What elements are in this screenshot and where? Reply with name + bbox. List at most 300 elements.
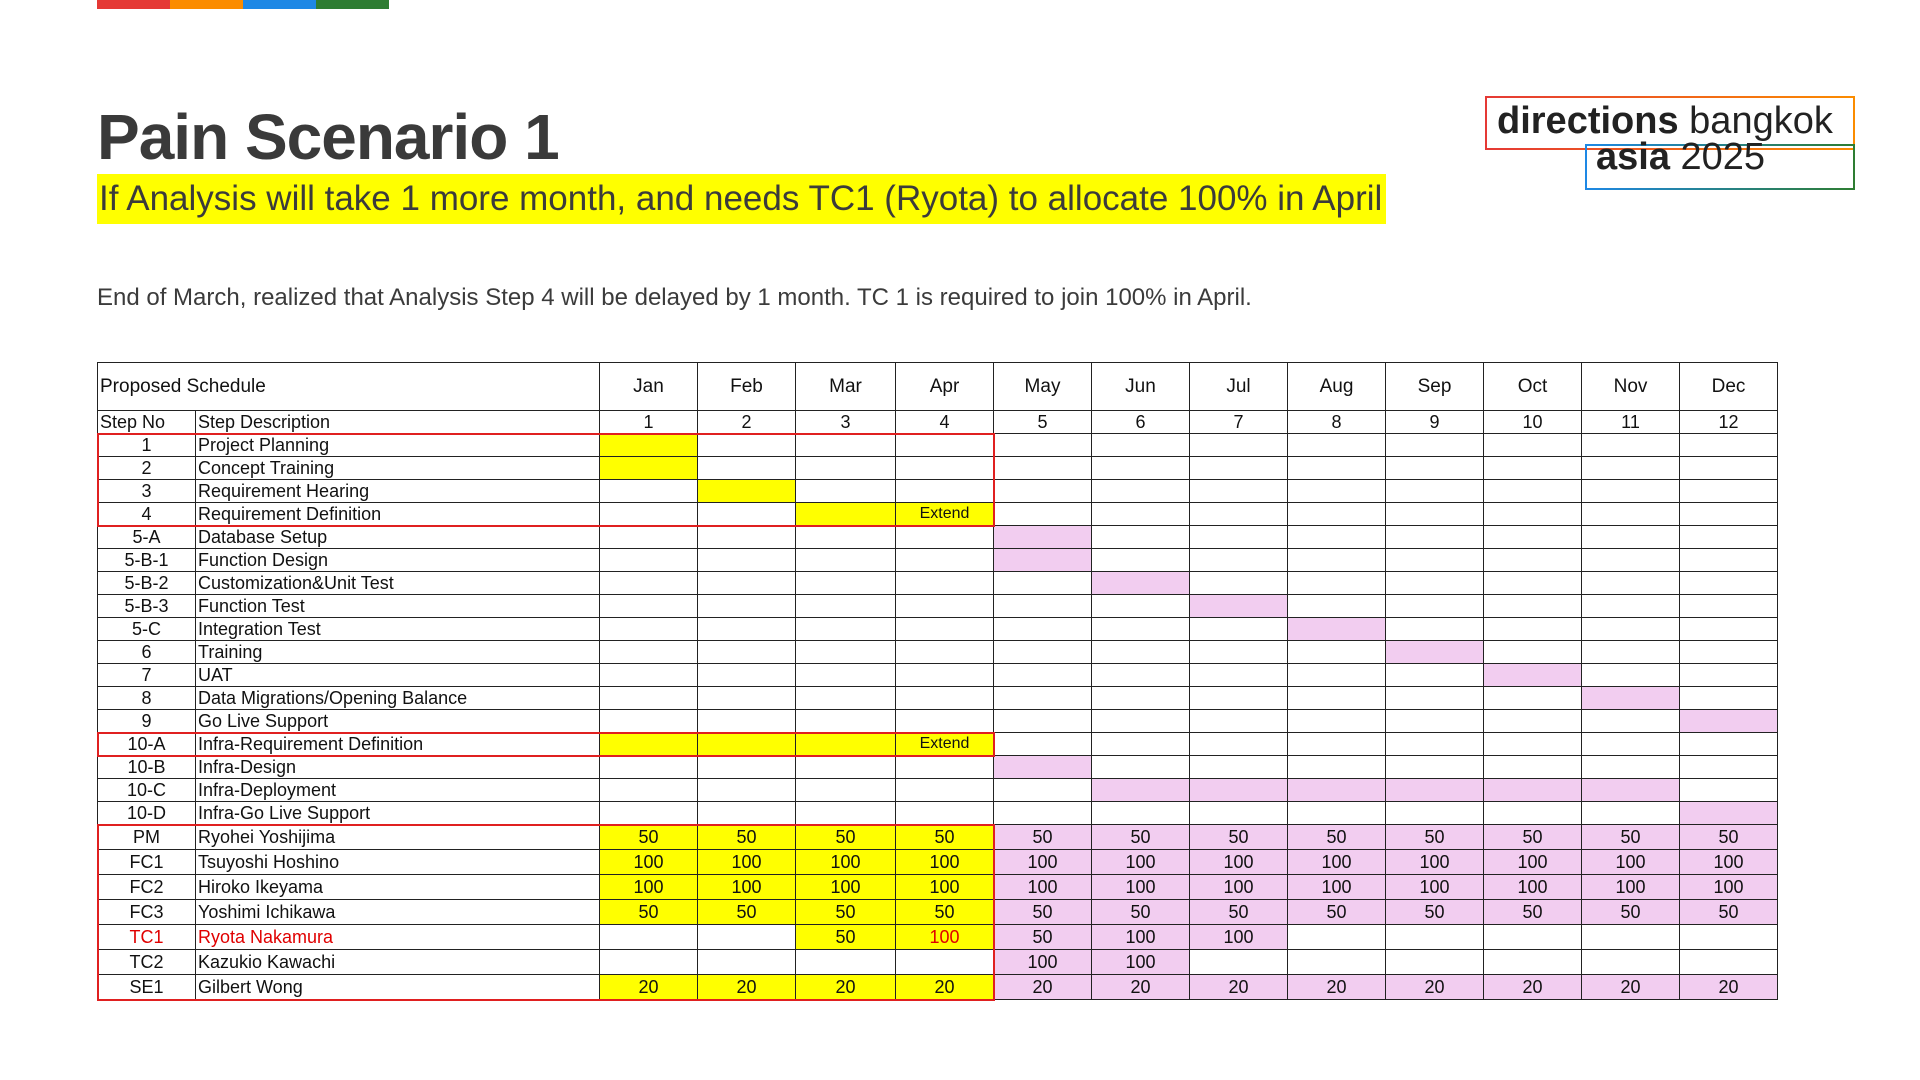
schedule-cell <box>1288 664 1386 687</box>
step-row <box>98 526 1778 549</box>
schedule-cell <box>1386 549 1484 572</box>
allocation-cell: 100 <box>994 850 1092 875</box>
allocation-cell: 100 <box>1582 850 1680 875</box>
schedule-cell <box>994 687 1092 710</box>
resource-name: Yoshimi Ichikawa <box>196 900 600 925</box>
month-header: May <box>994 363 1092 411</box>
month-header: Sep <box>1386 363 1484 411</box>
schedule-cell <box>1680 503 1778 526</box>
month-header: Mar <box>796 363 896 411</box>
allocation-cell: 20 <box>796 975 896 1000</box>
schedule-cell <box>796 618 896 641</box>
schedule-cell <box>1092 641 1190 664</box>
allocation-cell: 100 <box>796 875 896 900</box>
step-row <box>98 664 1778 687</box>
schedule-cell <box>698 457 796 480</box>
schedule-cell <box>1582 779 1680 802</box>
resource-role: PM <box>98 825 196 850</box>
schedule-cell <box>896 549 994 572</box>
schedule-cell <box>1092 710 1190 733</box>
schedule-cell <box>1484 549 1582 572</box>
allocation-cell <box>698 950 796 975</box>
allocation-cell: 50 <box>1386 825 1484 850</box>
resource-name: Hiroko Ikeyama <box>196 875 600 900</box>
allocation-cell: 50 <box>600 825 698 850</box>
step-row <box>98 641 1778 664</box>
schedule-cell <box>1680 618 1778 641</box>
schedule-cell <box>796 572 896 595</box>
schedule-cell <box>1190 756 1288 779</box>
schedule-cell <box>1484 618 1582 641</box>
resource-name: Gilbert Wong <box>196 975 600 1000</box>
schedule-cell <box>1680 434 1778 457</box>
schedule-header-row <box>98 363 1778 411</box>
schedule-cell <box>1386 572 1484 595</box>
schedule-cell <box>1190 802 1288 825</box>
month-number: 8 <box>1288 411 1386 434</box>
step-number: 5-B-2 <box>98 572 196 595</box>
schedule-cell <box>1386 641 1484 664</box>
schedule-cell <box>1386 687 1484 710</box>
schedule-cell <box>994 595 1092 618</box>
schedule-cell <box>1386 710 1484 733</box>
schedule-cell <box>796 480 896 503</box>
resource-name: Ryota Nakamura <box>196 925 600 950</box>
step-no-header: Step No <box>98 411 196 434</box>
schedule-cell <box>1092 733 1190 756</box>
schedule-cell <box>796 526 896 549</box>
step-number: 5-B-1 <box>98 549 196 572</box>
schedule-cell <box>698 756 796 779</box>
allocation-cell: 50 <box>1680 825 1778 850</box>
schedule-cell <box>698 549 796 572</box>
step-row <box>98 802 1778 825</box>
allocation-cell: 100 <box>1092 875 1190 900</box>
allocation-cell: 50 <box>698 900 796 925</box>
allocation-cell: 100 <box>1680 875 1778 900</box>
step-row <box>98 733 1778 756</box>
schedule-cell <box>994 457 1092 480</box>
month-number: 6 <box>1092 411 1190 434</box>
schedule-cell <box>1484 595 1582 618</box>
schedule-cell <box>1582 526 1680 549</box>
schedule-cell <box>1680 526 1778 549</box>
schedule-cell <box>1190 549 1288 572</box>
schedule-cell <box>796 434 896 457</box>
schedule-cell <box>1582 756 1680 779</box>
step-row <box>98 618 1778 641</box>
allocation-cell <box>1386 950 1484 975</box>
schedule-cell <box>698 710 796 733</box>
month-header: Aug <box>1288 363 1386 411</box>
schedule-cell <box>1288 802 1386 825</box>
allocation-cell: 100 <box>600 875 698 900</box>
step-description: Data Migrations/Opening Balance <box>196 687 600 710</box>
allocation-cell: 100 <box>1190 875 1288 900</box>
schedule-cell <box>1484 457 1582 480</box>
step-description: Concept Training <box>196 457 600 480</box>
step-number: 2 <box>98 457 196 480</box>
schedule-cell <box>1386 434 1484 457</box>
step-row <box>98 779 1778 802</box>
step-number: 9 <box>98 710 196 733</box>
schedule-cell <box>1092 549 1190 572</box>
resource-role: FC3 <box>98 900 196 925</box>
schedule-cell <box>1582 595 1680 618</box>
top-bar-red <box>97 0 170 9</box>
allocation-cell: 100 <box>896 925 994 950</box>
allocation-cell: 100 <box>896 850 994 875</box>
allocation-cell: 100 <box>1680 850 1778 875</box>
resource-role: FC1 <box>98 850 196 875</box>
schedule-cell <box>698 618 796 641</box>
schedule-cell <box>896 434 994 457</box>
page-subtitle: If Analysis will take 1 more month, and needs TC1 (Ryota) to allocate 100% in April <box>97 174 1386 224</box>
schedule-cell <box>1582 618 1680 641</box>
allocation-cell: 50 <box>796 900 896 925</box>
step-number: 4 <box>98 503 196 526</box>
schedule-cell <box>1092 503 1190 526</box>
allocation-cell: 50 <box>1484 900 1582 925</box>
allocation-cell: 100 <box>1386 850 1484 875</box>
step-row <box>98 503 1778 526</box>
step-number: 5-C <box>98 618 196 641</box>
schedule-cell <box>796 733 896 756</box>
allocation-cell: 50 <box>1190 825 1288 850</box>
resource-name: Ryohei Yoshijima <box>196 825 600 850</box>
step-description: Requirement Definition <box>196 503 600 526</box>
allocation-cell: 50 <box>1190 900 1288 925</box>
resource-name: Tsuyoshi Hoshino <box>196 850 600 875</box>
schedule-cell <box>600 526 698 549</box>
month-header: Feb <box>698 363 796 411</box>
allocation-cell: 20 <box>600 975 698 1000</box>
month-header: Jan <box>600 363 698 411</box>
allocation-cell: 50 <box>1582 900 1680 925</box>
schedule-cell <box>994 549 1092 572</box>
schedule-cell <box>1386 480 1484 503</box>
schedule-cell <box>994 802 1092 825</box>
schedule-cell <box>994 618 1092 641</box>
month-header: Jul <box>1190 363 1288 411</box>
allocation-cell: 100 <box>1092 925 1190 950</box>
step-description: Customization&Unit Test <box>196 572 600 595</box>
schedule-cell <box>1484 802 1582 825</box>
schedule-cell <box>600 434 698 457</box>
step-row <box>98 572 1778 595</box>
schedule-cell <box>600 572 698 595</box>
allocation-cell <box>600 925 698 950</box>
schedule-cell <box>896 756 994 779</box>
schedule-cell <box>896 480 994 503</box>
schedule-cell <box>1190 618 1288 641</box>
extend-label: Extend <box>896 503 994 526</box>
schedule-cell <box>1582 687 1680 710</box>
schedule-cell <box>1680 572 1778 595</box>
schedule-cell <box>1288 733 1386 756</box>
logo-line-2 <box>1596 136 1765 179</box>
schedule-cell <box>1288 618 1386 641</box>
allocation-cell: 50 <box>994 825 1092 850</box>
step-description: Go Live Support <box>196 710 600 733</box>
schedule-cell <box>896 710 994 733</box>
schedule-cell <box>1190 572 1288 595</box>
step-number: 10-C <box>98 779 196 802</box>
schedule-cell <box>994 434 1092 457</box>
schedule-cell <box>796 503 896 526</box>
schedule-cell <box>1680 687 1778 710</box>
allocation-cell: 50 <box>994 925 1092 950</box>
schedule-cell <box>1484 641 1582 664</box>
schedule-cell <box>796 595 896 618</box>
schedule-cell <box>1386 802 1484 825</box>
schedule-cell <box>896 526 994 549</box>
month-number: 1 <box>600 411 698 434</box>
month-header: Jun <box>1092 363 1190 411</box>
schedule-cell <box>1190 457 1288 480</box>
allocation-cell: 100 <box>1288 850 1386 875</box>
allocation-cell: 50 <box>994 900 1092 925</box>
schedule-cell <box>1582 802 1680 825</box>
allocation-cell <box>1386 925 1484 950</box>
schedule-cell <box>1092 618 1190 641</box>
allocation-cell <box>1680 925 1778 950</box>
allocation-cell: 100 <box>698 875 796 900</box>
resource-name: Kazukio Kawachi <box>196 950 600 975</box>
allocation-cell: 20 <box>698 975 796 1000</box>
schedule-cell <box>1190 480 1288 503</box>
month-header: Apr <box>896 363 994 411</box>
allocation-cell <box>1582 925 1680 950</box>
schedule-cell <box>600 733 698 756</box>
allocation-cell: 50 <box>1680 900 1778 925</box>
allocation-cell <box>1582 950 1680 975</box>
schedule-cell <box>1092 572 1190 595</box>
schedule-cell <box>600 457 698 480</box>
schedule-cell <box>1190 710 1288 733</box>
allocation-cell <box>1288 925 1386 950</box>
schedule-cell <box>1288 595 1386 618</box>
schedule-cell <box>1092 457 1190 480</box>
allocation-cell: 50 <box>1092 900 1190 925</box>
allocation-cell: 50 <box>1092 825 1190 850</box>
month-header: Dec <box>1680 363 1778 411</box>
schedule-cell <box>698 664 796 687</box>
allocation-cell: 100 <box>896 875 994 900</box>
schedule-cell <box>1288 503 1386 526</box>
step-number: 6 <box>98 641 196 664</box>
allocation-cell: 50 <box>1582 825 1680 850</box>
schedule-cell <box>1288 756 1386 779</box>
schedule-cell <box>1092 687 1190 710</box>
step-number: 5-B-3 <box>98 595 196 618</box>
resource-row <box>98 950 1778 975</box>
allocation-cell: 50 <box>1288 900 1386 925</box>
top-bar-green <box>316 0 389 9</box>
allocation-cell: 50 <box>796 825 896 850</box>
schedule-cell <box>1190 526 1288 549</box>
schedule-cell <box>896 664 994 687</box>
schedule-cell <box>994 480 1092 503</box>
schedule-cell <box>1190 503 1288 526</box>
schedule-cell <box>994 710 1092 733</box>
schedule-cell <box>896 687 994 710</box>
month-number: 7 <box>1190 411 1288 434</box>
schedule-cell <box>1092 802 1190 825</box>
schedule-cell <box>1582 733 1680 756</box>
step-number: 10-D <box>98 802 196 825</box>
allocation-cell: 100 <box>1386 875 1484 900</box>
schedule-cell <box>796 549 896 572</box>
allocation-cell: 100 <box>994 875 1092 900</box>
schedule-cell <box>698 572 796 595</box>
schedule-cell <box>796 687 896 710</box>
page-title: Pain Scenario 1 <box>97 101 559 173</box>
step-number: 10-B <box>98 756 196 779</box>
allocation-cell: 20 <box>1190 975 1288 1000</box>
schedule-cell <box>1190 687 1288 710</box>
step-description: UAT <box>196 664 600 687</box>
schedule-cell <box>796 641 896 664</box>
schedule-cell <box>698 503 796 526</box>
schedule-cell <box>1386 457 1484 480</box>
schedule-cell <box>1582 457 1680 480</box>
schedule-cell <box>1190 641 1288 664</box>
step-number: 5-A <box>98 526 196 549</box>
schedule-cell <box>1680 457 1778 480</box>
schedule-cell <box>698 641 796 664</box>
schedule-cell <box>994 733 1092 756</box>
month-number: 3 <box>796 411 896 434</box>
schedule-cell <box>600 641 698 664</box>
step-description: Infra-Go Live Support <box>196 802 600 825</box>
schedule-cell <box>994 572 1092 595</box>
schedule-cell <box>796 457 896 480</box>
resource-row <box>98 900 1778 925</box>
allocation-cell: 100 <box>796 850 896 875</box>
step-description: Infra-Requirement Definition <box>196 733 600 756</box>
schedule-cell <box>1680 480 1778 503</box>
resource-role: TC2 <box>98 950 196 975</box>
event-logo <box>1485 96 1857 188</box>
schedule-cell <box>896 641 994 664</box>
schedule-cell <box>1484 480 1582 503</box>
month-number: 12 <box>1680 411 1778 434</box>
allocation-cell: 50 <box>1484 825 1582 850</box>
step-row <box>98 480 1778 503</box>
resource-row <box>98 975 1778 1000</box>
step-description: Function Design <box>196 549 600 572</box>
schedule-cell <box>600 802 698 825</box>
resource-role: TC1 <box>98 925 196 950</box>
schedule-cell <box>600 756 698 779</box>
schedule-cell <box>994 664 1092 687</box>
schedule-cell <box>896 457 994 480</box>
schedule-cell <box>1386 618 1484 641</box>
allocation-cell <box>1484 950 1582 975</box>
month-number: 10 <box>1484 411 1582 434</box>
allocation-cell: 20 <box>1288 975 1386 1000</box>
allocation-cell: 50 <box>1386 900 1484 925</box>
schedule-cell <box>796 802 896 825</box>
resource-role: SE1 <box>98 975 196 1000</box>
proposed-schedule-label: Proposed Schedule <box>98 363 600 411</box>
schedule-cell <box>1680 733 1778 756</box>
step-description: Infra-Deployment <box>196 779 600 802</box>
step-description: Training <box>196 641 600 664</box>
schedule-cell <box>1092 526 1190 549</box>
schedule-cell <box>994 756 1092 779</box>
allocation-cell: 20 <box>1484 975 1582 1000</box>
scenario-description: End of March, realized that Analysis Step 4 will be delayed by 1 month. TC 1 is required to join 100% in April. <box>97 284 1252 311</box>
schedule-cell <box>1582 480 1680 503</box>
schedule-cell <box>1092 779 1190 802</box>
schedule-cell <box>1190 595 1288 618</box>
schedule-cell <box>896 802 994 825</box>
step-row <box>98 687 1778 710</box>
schedule-cell <box>1582 434 1680 457</box>
schedule-cell <box>1484 664 1582 687</box>
schedule-cell <box>1190 733 1288 756</box>
resource-row <box>98 850 1778 875</box>
allocation-cell: 100 <box>1484 850 1582 875</box>
allocation-cell <box>896 950 994 975</box>
step-row <box>98 457 1778 480</box>
allocation-cell: 50 <box>796 925 896 950</box>
schedule-cell <box>1582 549 1680 572</box>
schedule-cell <box>994 526 1092 549</box>
logo-word-asia: asia <box>1596 136 1670 178</box>
schedule-cell <box>600 664 698 687</box>
schedule-cell <box>994 503 1092 526</box>
schedule-cell <box>1092 480 1190 503</box>
allocation-cell: 100 <box>1092 850 1190 875</box>
step-row <box>98 434 1778 457</box>
schedule-cell <box>600 710 698 733</box>
allocation-cell: 20 <box>1680 975 1778 1000</box>
resource-role: FC2 <box>98 875 196 900</box>
schedule-cell <box>1484 503 1582 526</box>
schedule-cell <box>698 802 796 825</box>
allocation-cell: 100 <box>1190 925 1288 950</box>
allocation-cell: 100 <box>600 850 698 875</box>
resource-row <box>98 925 1778 950</box>
schedule-cell <box>896 572 994 595</box>
allocation-cell: 20 <box>1582 975 1680 1000</box>
schedule-cell <box>796 779 896 802</box>
step-number: 10-A <box>98 733 196 756</box>
schedule-cell <box>698 526 796 549</box>
month-number: 4 <box>896 411 994 434</box>
schedule-cell <box>1288 526 1386 549</box>
step-description: Requirement Hearing <box>196 480 600 503</box>
month-header: Oct <box>1484 363 1582 411</box>
allocation-cell: 20 <box>994 975 1092 1000</box>
step-row <box>98 549 1778 572</box>
schedule-cell <box>1680 756 1778 779</box>
schedule-cell <box>1288 641 1386 664</box>
schedule-cell <box>698 595 796 618</box>
schedule-cell <box>1680 641 1778 664</box>
allocation-cell <box>1190 950 1288 975</box>
schedule-cell <box>1288 434 1386 457</box>
allocation-cell <box>1288 950 1386 975</box>
schedule-cell <box>698 480 796 503</box>
step-description: Integration Test <box>196 618 600 641</box>
allocation-cell: 50 <box>600 900 698 925</box>
schedule-cell <box>1680 710 1778 733</box>
schedule-cell <box>994 641 1092 664</box>
